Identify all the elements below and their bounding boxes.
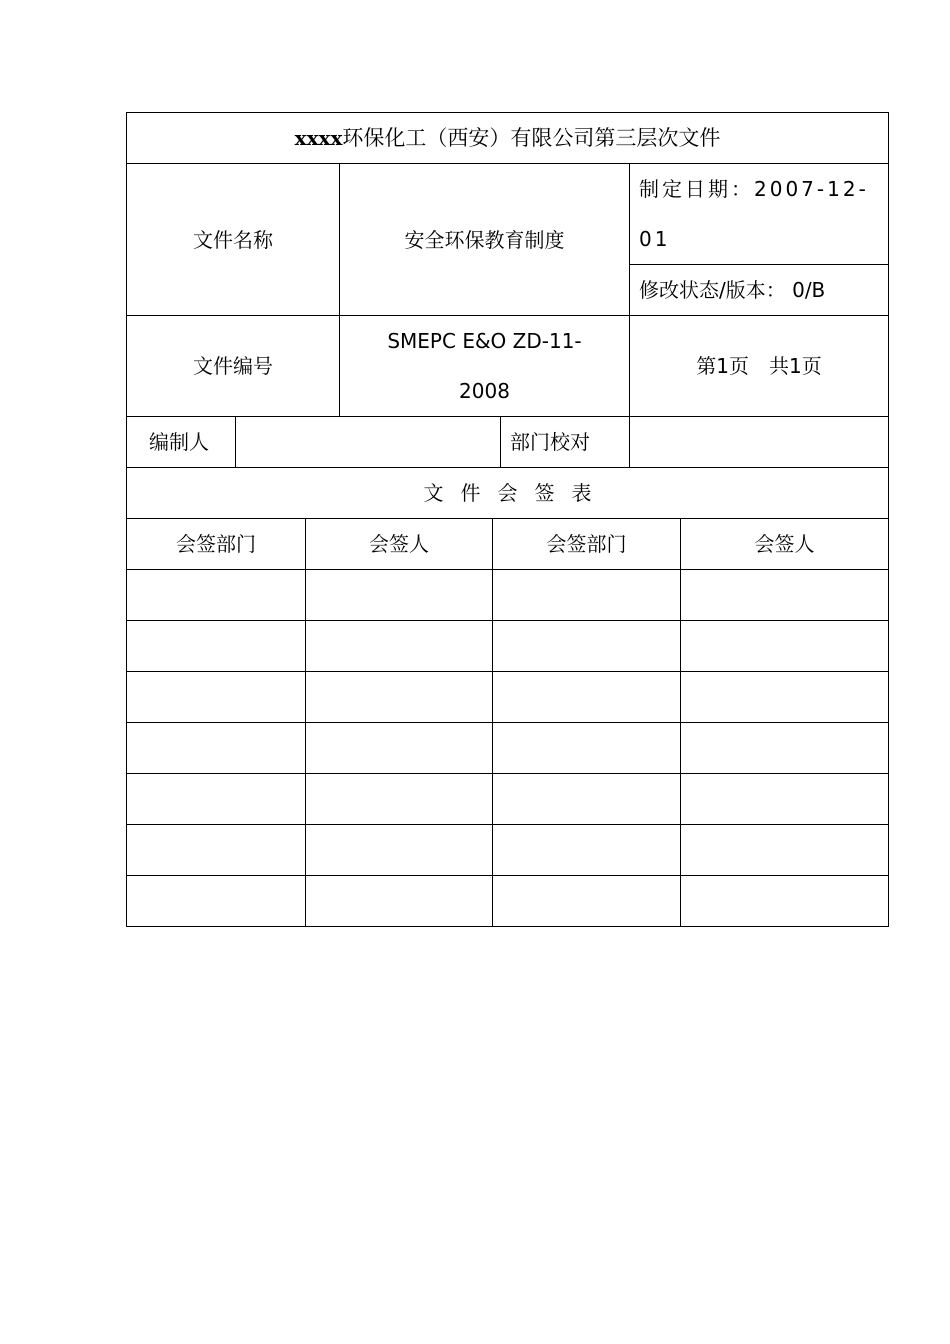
signer-cell[interactable] xyxy=(681,621,889,672)
page-count: 第1页 共1页 xyxy=(630,316,889,417)
company-prefix: xxxx xyxy=(294,126,343,150)
dept-cell[interactable] xyxy=(493,672,681,723)
issue-date: 制定日期：2007-12-01 xyxy=(630,164,889,265)
signer-cell[interactable] xyxy=(681,774,889,825)
table-row xyxy=(127,672,889,723)
dept-cell[interactable] xyxy=(493,876,681,927)
dept-cell[interactable] xyxy=(493,825,681,876)
header-dept-2: 会签部门 xyxy=(493,519,681,570)
table-row xyxy=(127,825,889,876)
company-title: 环保化工（西安）有限公司第三层次文件 xyxy=(342,126,721,150)
dept-cell[interactable] xyxy=(127,570,306,621)
signer-cell[interactable] xyxy=(306,774,493,825)
signer-cell[interactable] xyxy=(681,672,889,723)
proofreader-value[interactable] xyxy=(630,417,889,468)
revision-status: 修改状态/版本： 0/B xyxy=(630,265,889,316)
file-name-label: 文件名称 xyxy=(127,164,340,316)
editor-value[interactable] xyxy=(236,417,501,468)
document-title xyxy=(127,113,889,164)
signer-cell[interactable] xyxy=(306,723,493,774)
header-signer-1: 会签人 xyxy=(306,519,493,570)
editor-label: 编制人 xyxy=(127,417,236,468)
table-row xyxy=(127,876,889,927)
dept-cell[interactable] xyxy=(127,825,306,876)
header-signer-2: 会签人 xyxy=(681,519,889,570)
table-row xyxy=(127,774,889,825)
dept-cell[interactable] xyxy=(127,621,306,672)
signer-cell[interactable] xyxy=(681,570,889,621)
countersign-title: 文件会签表 xyxy=(127,468,889,519)
proofreader-label: 部门校对 xyxy=(501,417,630,468)
dept-cell[interactable] xyxy=(493,621,681,672)
table-row xyxy=(127,723,889,774)
countersign-table xyxy=(126,519,889,927)
signer-cell[interactable] xyxy=(306,672,493,723)
table-row xyxy=(127,570,889,621)
document-form xyxy=(126,112,888,927)
file-number-value: SMEPC E&O ZD-11-2008 xyxy=(340,316,630,417)
dept-cell[interactable] xyxy=(493,723,681,774)
countersign-header-row xyxy=(127,519,889,570)
signer-cell[interactable] xyxy=(306,570,493,621)
dept-cell[interactable] xyxy=(127,774,306,825)
header-dept-1: 会签部门 xyxy=(127,519,306,570)
dept-cell[interactable] xyxy=(493,570,681,621)
signer-cell[interactable] xyxy=(681,825,889,876)
dept-cell[interactable] xyxy=(493,774,681,825)
dept-cell[interactable] xyxy=(127,672,306,723)
signer-cell[interactable] xyxy=(681,876,889,927)
signer-cell[interactable] xyxy=(306,876,493,927)
signer-cell[interactable] xyxy=(306,621,493,672)
dept-cell[interactable] xyxy=(127,876,306,927)
table-row xyxy=(127,621,889,672)
dept-cell[interactable] xyxy=(127,723,306,774)
file-number-label: 文件编号 xyxy=(127,316,340,417)
file-name-value: 安全环保教育制度 xyxy=(340,164,630,316)
document-info-table xyxy=(126,112,889,519)
signer-cell[interactable] xyxy=(681,723,889,774)
signer-cell[interactable] xyxy=(306,825,493,876)
